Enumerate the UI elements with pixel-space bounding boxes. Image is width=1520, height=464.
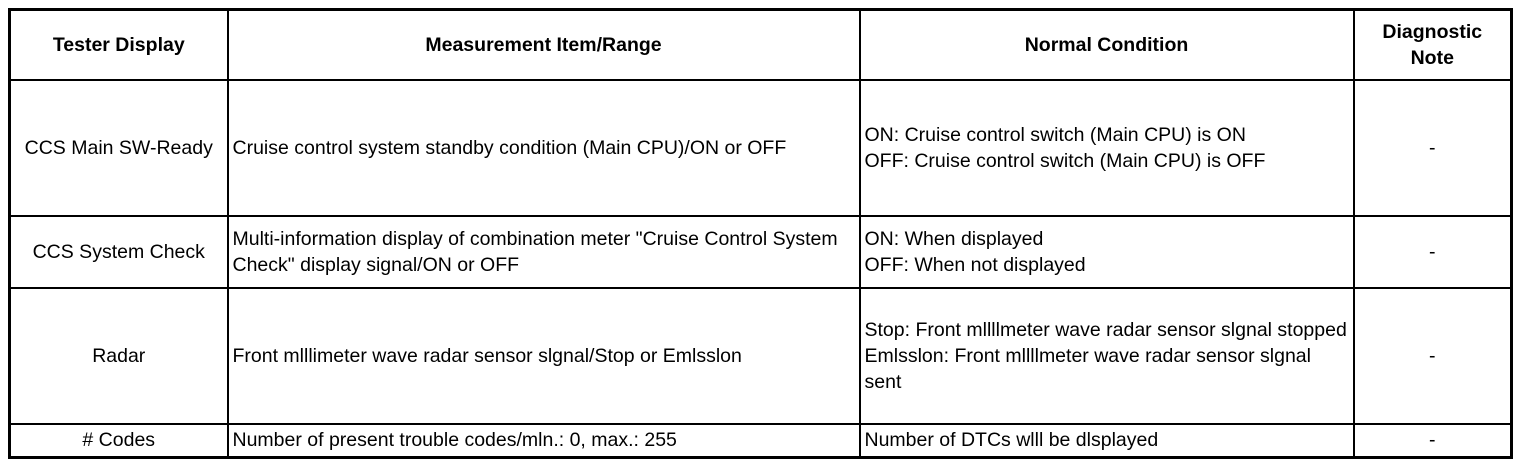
diagnostic-note-cell: - [1354,424,1512,458]
tester-display-cell: Radar [10,288,228,424]
normal-condition-cell [860,288,1354,424]
normal-condition-line: ON: Cruise control switch (Main CPU) is ON [864,123,1246,146]
diagnostic-note-cell: - [1354,288,1512,424]
normal-condition-cell [860,80,1354,216]
header-normal-condition: Normal Condition [860,10,1354,80]
tester-display-cell: CCS System Check [10,216,228,288]
table-row [10,216,1512,288]
table-row [10,424,1512,458]
header-diagnostic-note: Diagnostic Note [1354,10,1512,80]
measurement-cell: Cruise control system standby condition (Main CPU)/ON or OFF [228,80,860,216]
normal-condition-cell [860,216,1354,288]
header-tester-display: Tester Display [10,10,228,80]
tester-display-cell: # Codes [10,424,228,458]
diagnostic-note-cell: - [1354,80,1512,216]
normal-condition-line: ON: When displayed [864,227,1044,250]
normal-condition-line: Stop: Front mllllmeter wave radar sensor slgnal stopped [864,318,1347,341]
table-row [10,288,1512,424]
normal-condition-line: Number of DTCs wlll be dlsplayed [864,429,1159,452]
header-measurement-item-range: Measurement Item/Range [228,10,860,80]
data-list-table [8,8,1513,459]
normal-condition-line: Emlsslon: Front mllllmeter wave radar sensor slgnal sent [864,344,1311,393]
tester-display-cell: CCS Main SW-Ready [10,80,228,216]
normal-condition-cell [860,424,1354,458]
measurement-cell: Multi-information display of combination meter "Cruise Control System Check" display signal/ON or OFF [228,216,860,288]
normal-condition-line: OFF: Cruise control switch (Main CPU) is OFF [864,149,1266,172]
measurement-cell: Number of present trouble codes/mln.: 0, max.: 255 [228,424,860,458]
measurement-cell: Front mlllimeter wave radar sensor slgnal/Stop or Emlsslon [228,288,860,424]
normal-condition-line: OFF: When not displayed [864,253,1086,276]
table-header-row [10,10,1512,80]
diagnostic-note-cell: - [1354,216,1512,288]
table-row [10,80,1512,216]
